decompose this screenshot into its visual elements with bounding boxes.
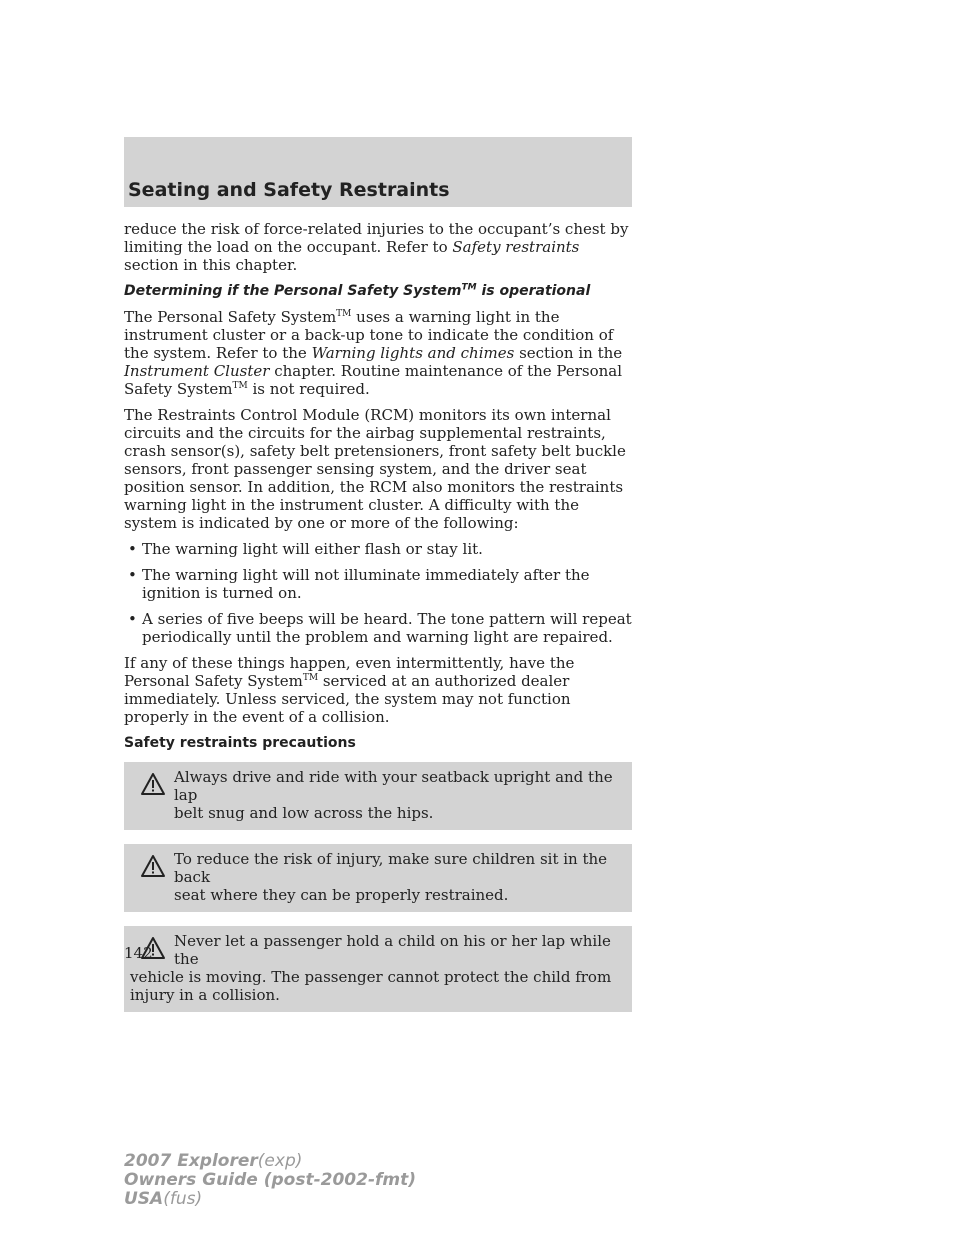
trademark-mark: TM bbox=[232, 381, 248, 391]
warning-text-rest: vehicle is moving. The passenger cannot protect the child from injury in a collision. bbox=[130, 968, 612, 1004]
list-item-text: The warning light will either flash or stay lit. bbox=[142, 540, 483, 558]
list-item bbox=[124, 610, 632, 646]
reference-instrument-cluster: Instrument Cluster bbox=[124, 362, 270, 380]
section-title: Seating and Safety Restraints bbox=[128, 179, 450, 201]
warning-box bbox=[124, 844, 632, 912]
paragraph-1 bbox=[124, 220, 632, 274]
footer-guide: Owners Guide (post-2002-fmt) bbox=[124, 1170, 417, 1190]
paragraph-1-end: section in this chapter. bbox=[124, 256, 298, 274]
footer-line-3 bbox=[124, 1190, 416, 1209]
footer-market-code: (fus) bbox=[163, 1189, 203, 1209]
trademark-mark: TM bbox=[302, 673, 319, 683]
paragraph-2 bbox=[124, 308, 632, 398]
page-content bbox=[124, 220, 632, 1026]
subheading-determining-a: Determining if the Personal Safety System bbox=[124, 283, 462, 299]
subheading-precautions: Safety restraints precautions bbox=[124, 735, 356, 751]
bullet-icon: • bbox=[128, 610, 137, 628]
reference-warning-lights: Warning lights and chimes bbox=[311, 344, 515, 362]
bullet-icon: • bbox=[128, 566, 137, 584]
paragraph-2-c: section in the bbox=[519, 344, 623, 362]
reference-safety-restraints: Safety restraints bbox=[452, 238, 580, 256]
footer-line-2 bbox=[124, 1171, 416, 1190]
footer-market: USA bbox=[124, 1189, 164, 1209]
symptom-list bbox=[124, 540, 632, 646]
paragraph-2-e: is not required. bbox=[252, 380, 370, 398]
paragraph-1-text: reduce the risk of force-related injuries to the occupant’s chest by limiting the load on the occupant. Refer to bbox=[124, 220, 629, 256]
warning-text-rest: belt snug and low across the hips. bbox=[174, 804, 434, 822]
subheading-determining-b: is operational bbox=[481, 283, 591, 299]
footer-line-1 bbox=[124, 1152, 416, 1171]
warning-box bbox=[124, 762, 632, 830]
warning-text-rest: seat where they can be properly restrained. bbox=[174, 886, 509, 904]
paragraph-2-a: The Personal Safety System bbox=[124, 308, 337, 326]
footer-model: 2007 Explorer bbox=[124, 1151, 258, 1171]
warning-triangle-icon bbox=[140, 854, 166, 878]
list-item-text: The warning light will not illuminate immediately after the ignition is turned on. bbox=[142, 566, 590, 602]
warning-text-line1: Always drive and ride with your seatback upright and the lap bbox=[174, 768, 613, 804]
paragraph-2-d: chapter. Routine maintenance of the Personal Safety System bbox=[124, 362, 623, 398]
paragraph-4 bbox=[124, 654, 632, 726]
warning-box bbox=[124, 926, 632, 1012]
warning-text-line1: To reduce the risk of injury, make sure children sit in the back bbox=[174, 850, 608, 886]
warning-triangle-icon bbox=[140, 772, 166, 796]
paragraph-4-b: serviced at an authorized dealer immediately. Unless serviced, the system may not function properly in the event of a collision. bbox=[124, 672, 571, 726]
paragraph-2-b: uses a warning light in the instrument cluster or a back-up tone to indicate the condition of the system. Refer to the bbox=[124, 308, 614, 362]
bullet-icon: • bbox=[128, 540, 137, 558]
list-item-text: A series of five beeps will be heard. The tone pattern will repeat periodically until the problem and warning light are repaired. bbox=[142, 610, 632, 646]
page-number: 142 bbox=[124, 944, 153, 962]
list-item bbox=[124, 566, 632, 602]
trademark-mark: TM bbox=[336, 309, 352, 319]
paragraph-3: The Restraints Control Module (RCM) monitors its own internal circuits and the circuits for the airbag supplemental restraints, crash sensor(s), safety belt pretensioners, front safety belt buckle sensors, front passenger sensing system, and the driver seat position sensor. In addition, the RCM also monitors the restraints warning light in the instrument cluster. A difficulty with the system is indicated by one or more of the following: bbox=[124, 406, 626, 532]
document-footer bbox=[124, 1152, 416, 1209]
paragraph-4-a: If any of these things happen, even intermittently, have the Personal Safety System bbox=[124, 654, 575, 690]
section-header bbox=[124, 137, 632, 207]
warning-text-line1: Never let a passenger hold a child on his or her lap while the bbox=[174, 932, 611, 968]
footer-model-code: (exp) bbox=[257, 1151, 303, 1171]
subheading-determining bbox=[124, 282, 632, 300]
list-item bbox=[124, 540, 632, 558]
trademark-mark: TM bbox=[461, 282, 477, 293]
